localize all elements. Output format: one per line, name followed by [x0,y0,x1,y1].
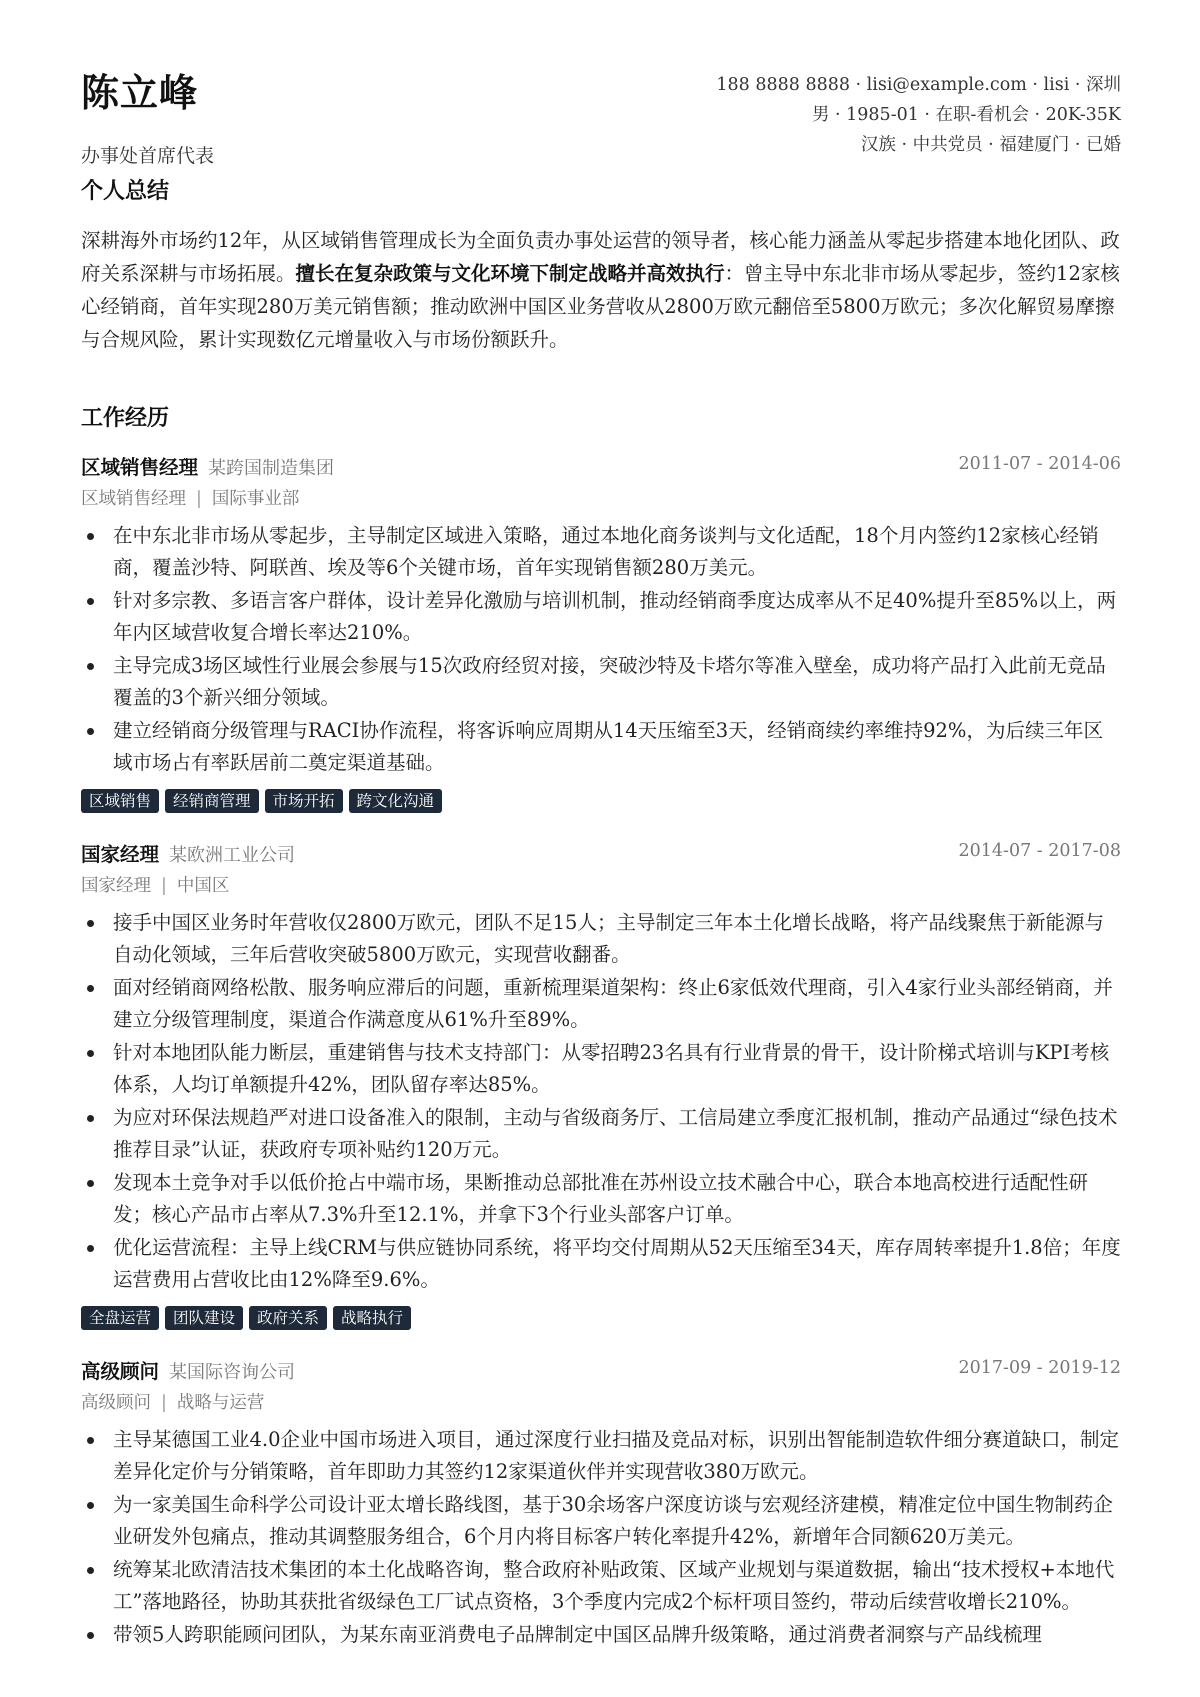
contact-info [716,70,1121,160]
skill-tag: 区域销售 [81,789,159,813]
skill-tag: 全盘运营 [81,1306,159,1330]
summary-heading: 个人总结 [81,178,170,204]
job-subtitle [81,1388,1121,1418]
separator: | [161,1393,167,1413]
job-bullet: 带领5人跨职能顾问团队，为某东南亚消费电子品牌制定中国区品牌升级策略，通过消费者洞察与产品线梳理 [113,1619,1121,1651]
job-subtitle [81,484,1121,514]
job-entry [81,1356,1121,1652]
job-bullet: 针对多宗教、多语言客户群体，设计差异化激励与培训机制，推动经销商季度达成率从不足40%提升至85%以上，两年内区域营收复合增长率达210%。 [113,585,1121,649]
job-dates: 2011-07 - 2014-06 [958,454,1121,474]
job-role: 国家经理 [81,843,160,866]
job-role: 高级顾问 [81,1360,160,1383]
job-bullets [81,907,1121,1296]
job-company: 某国际咨询公司 [169,1362,296,1383]
job-position: 区域销售经理 [81,489,186,509]
job-bullet: 建立经销商分级管理与RACI协作流程，将客诉响应周期从14天压缩至3天，经销商续约率维持92%，为后续三年区域市场占有率跃居前二奠定渠道基础。 [113,715,1121,779]
job-bullets [81,520,1121,779]
resume-header [81,0,1121,176]
contact-line-2: 男 · 1985-01 · 在职-看机会 · 20K-35K [811,105,1121,125]
skill-tag: 跨文化沟通 [349,789,443,813]
job-entry [81,452,1121,813]
skill-tag: 政府关系 [249,1306,327,1330]
skill-tags [81,1306,1121,1330]
candidate-name: 陈立峰 [81,70,199,115]
skill-tag: 市场开拓 [265,789,343,813]
job-header [81,452,1121,482]
skill-tag: 团队建设 [165,1306,243,1330]
job-entry [81,839,1121,1330]
job-company: 某跨国制造集团 [208,458,335,479]
job-dates: 2014-07 - 2017-08 [958,841,1121,861]
summary-text-part2: ：曾主导中东北非市场从零起步，签约12家核心经销商，首年实现280万美元销售额；推动欧洲中国区业务营收从2800万欧元翻倍至5800万欧元；多次化解贸易摩擦与合规风险，累计实现数亿元增量收入与市场份额跃升。 [81,262,1120,351]
separator: | [196,489,202,509]
skill-tags [81,789,1121,813]
contact-line-3: 汉族 · 中共党员 · 福建厦门 · 已婚 [860,135,1121,155]
job-dates: 2017-09 - 2019-12 [958,1358,1121,1378]
job-bullet: 主导某德国工业4.0企业中国市场进入项目，通过深度行业扫描及竞品对标，识别出智能制造软件细分赛道缺口，制定差异化定价与分销策略，首年即助力其签约12家渠道伙伴并实现营收380万欧元。 [113,1424,1121,1488]
job-role: 区域销售经理 [81,456,199,479]
job-bullet: 面对经销商网络松散、服务响应滞后的问题，重新梳理渠道架构：终止6家低效代理商，引入4家行业头部经销商，并建立分级管理制度，渠道合作满意度从61%升至89%。 [113,972,1121,1036]
summary-text [81,224,1121,356]
job-header [81,839,1121,869]
job-subtitle [81,871,1121,901]
job-bullet: 主导完成3场区域性行业展会参展与15次政府经贸对接，突破沙特及卡塔尔等准入壁垒，成功将产品打入此前无竞品覆盖的3个新兴细分领域。 [113,650,1121,714]
job-department: 国际事业部 [211,489,300,509]
job-bullet: 接手中国区业务时年营收仅2800万欧元，团队不足15人；主导制定三年本土化增长战略，将产品线聚焦于新能源与自动化领域，三年后营收突破5800万欧元，实现营收翻番。 [113,907,1121,971]
summary-text-part1: 深耕海外市场约12年，从区域销售管理成长为全面负责办事处运营的领导者，核心能力涵盖从零起步搭建本地化团队、政府关系深耕与市场拓展。 [81,229,1120,285]
separator: | [161,876,167,896]
job-company: 某欧洲工业公司 [169,845,296,866]
job-position: 高级顾问 [81,1393,151,1413]
skill-tag: 经销商管理 [165,789,259,813]
work-heading: 工作经历 [81,405,170,431]
skill-tag: 战略执行 [333,1306,411,1330]
summary-text-bold: 擅长在复杂政策与文化环境下制定战略并高效执行 [295,262,725,285]
resume-content [81,0,1121,1646]
contact-line-1: 188 8888 8888 · lisi@example.com · lisi · 深圳 [716,75,1121,95]
job-header [81,1356,1121,1386]
job-bullet: 统筹某北欧清洁技术集团的本土化战略咨询，整合政府补贴政策、区域产业规划与渠道数据，输出“技术授权+本地代工”落地路径，协助其获批省级绿色工厂试点资格，3个季度内完成2个标杆项目签约，带动后续营收增长210%。 [113,1554,1121,1618]
job-position: 国家经理 [81,876,151,896]
job-bullet: 为应对环保法规趋严对进口设备准入的限制，主动与省级商务厅、工信局建立季度汇报机制，推动产品通过“绿色技术推荐目录”认证，获政府专项补贴约120万元。 [113,1102,1121,1166]
job-bullets [81,1424,1121,1651]
job-bullet: 针对本地团队能力断层，重建销售与技术支持部门：从零招聘23名具有行业背景的骨干，设计阶梯式培训与KPI考核体系，人均订单额提升42%，团队留存率达85%。 [113,1037,1121,1101]
job-bullet: 发现本土竞争对手以低价抢占中端市场，果断推动总部批准在苏州设立技术融合中心，联合本地高校进行适配性研发；核心产品市占率从7.3%升至12.1%，并拿下3个行业头部客户订单。 [113,1167,1121,1231]
job-bullet: 在中东北非市场从零起步，主导制定区域进入策略，通过本地化商务谈判与文化适配，18个月内签约12家核心经销商，覆盖沙特、阿联酋、埃及等6个关键市场，首年实现销售额280万美元。 [113,520,1121,584]
job-department: 中国区 [176,876,230,896]
job-department: 战略与运营 [176,1393,265,1413]
job-bullet: 为一家美国生命科学公司设计亚太增长路线图，基于30余场客户深度访谈与宏观经济建模，精准定位中国生物制药企业研发外包痛点，推动其调整服务组合，6个月内将目标客户转化率提升42%，新增年合同额620万美元。 [113,1489,1121,1553]
job-bullet: 优化运营流程：主导上线CRM与供应链协同系统，将平均交付周期从52天压缩至34天，库存周转率提升1.8倍；年度运营费用占营收比由12%降至9.6%。 [113,1232,1121,1296]
candidate-title: 办事处首席代表 [81,145,215,167]
